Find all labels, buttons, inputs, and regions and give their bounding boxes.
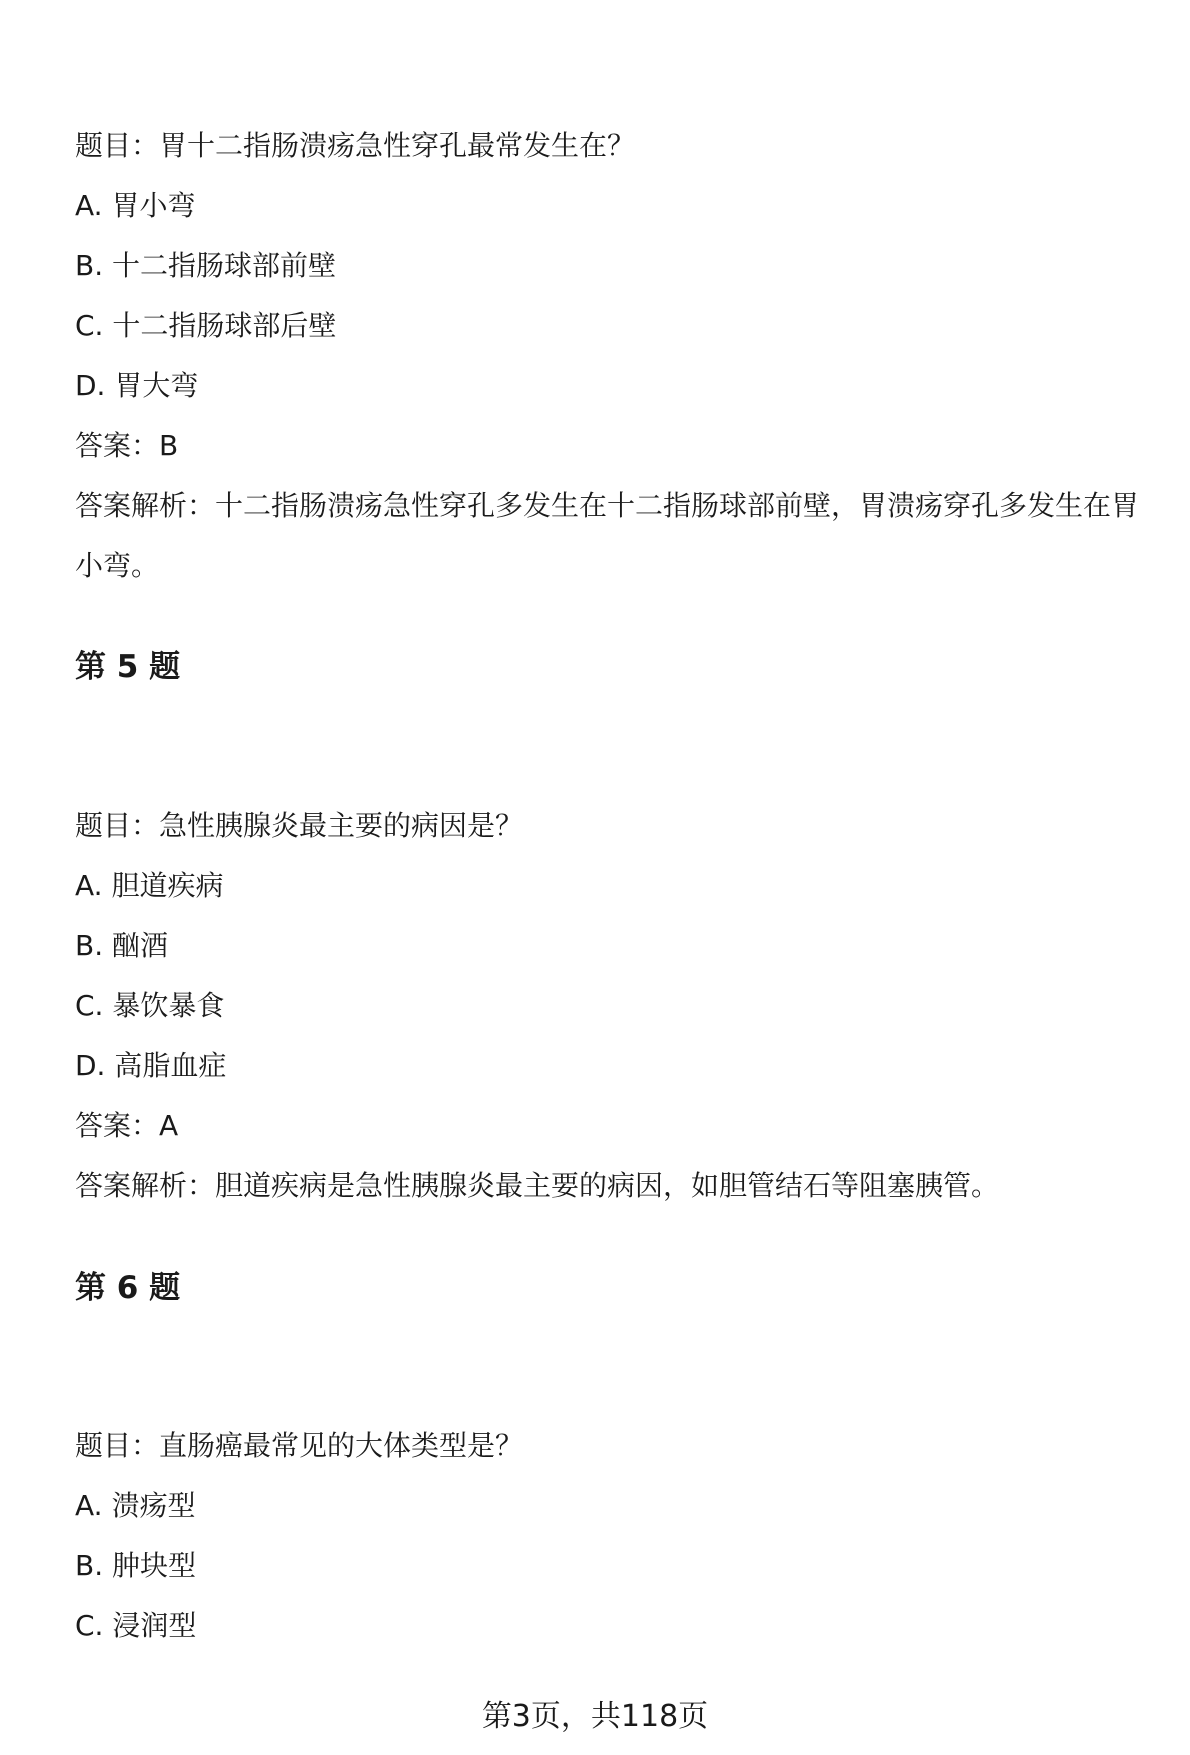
option-c: C. 十二指肠球部后壁 <box>75 309 337 342</box>
option-b: B. 肿块型 <box>75 1549 197 1582</box>
question-block-5 <box>75 796 1165 1216</box>
answer: 答案：B <box>75 429 179 462</box>
answer: 答案：A <box>75 1109 179 1142</box>
question-block-6 <box>75 1416 523 1656</box>
question-heading-5: 第 5 题 <box>75 649 181 685</box>
option-a: A. 胆道疾病 <box>75 869 224 902</box>
option-b: B. 十二指肠球部前壁 <box>75 249 337 282</box>
option-a: A. 溃疡型 <box>75 1489 196 1522</box>
option-b: B. 酗酒 <box>75 929 169 962</box>
question-heading-6: 第 6 题 <box>75 1270 181 1306</box>
question-block-4 <box>75 116 1165 596</box>
page-number-footer: 第3页，共118页 <box>481 1699 709 1734</box>
question-stem: 题目：急性胰腺炎最主要的病因是？ <box>75 809 524 842</box>
answer-analysis: 答案解析：十二指肠溃疡急性穿孔多发生在十二指肠球部前壁，胃溃疡穿孔多发生在胃小弯。 <box>75 489 1140 582</box>
answer-analysis: 答案解析：胆道疾病是急性胰腺炎最主要的病因，如胆管结石等阻塞胰管。 <box>75 1169 1000 1202</box>
question-stem: 题目：直肠癌最常见的大体类型是？ <box>75 1429 524 1462</box>
option-d: D. 胃大弯 <box>75 369 199 402</box>
option-c: C. 暴饮暴食 <box>75 989 225 1022</box>
option-c: C. 浸润型 <box>75 1609 197 1642</box>
option-d: D. 高脂血症 <box>75 1049 227 1082</box>
option-a: A. 胃小弯 <box>75 189 196 222</box>
question-stem: 题目：胃十二指肠溃疡急性穿孔最常发生在？ <box>75 129 636 162</box>
